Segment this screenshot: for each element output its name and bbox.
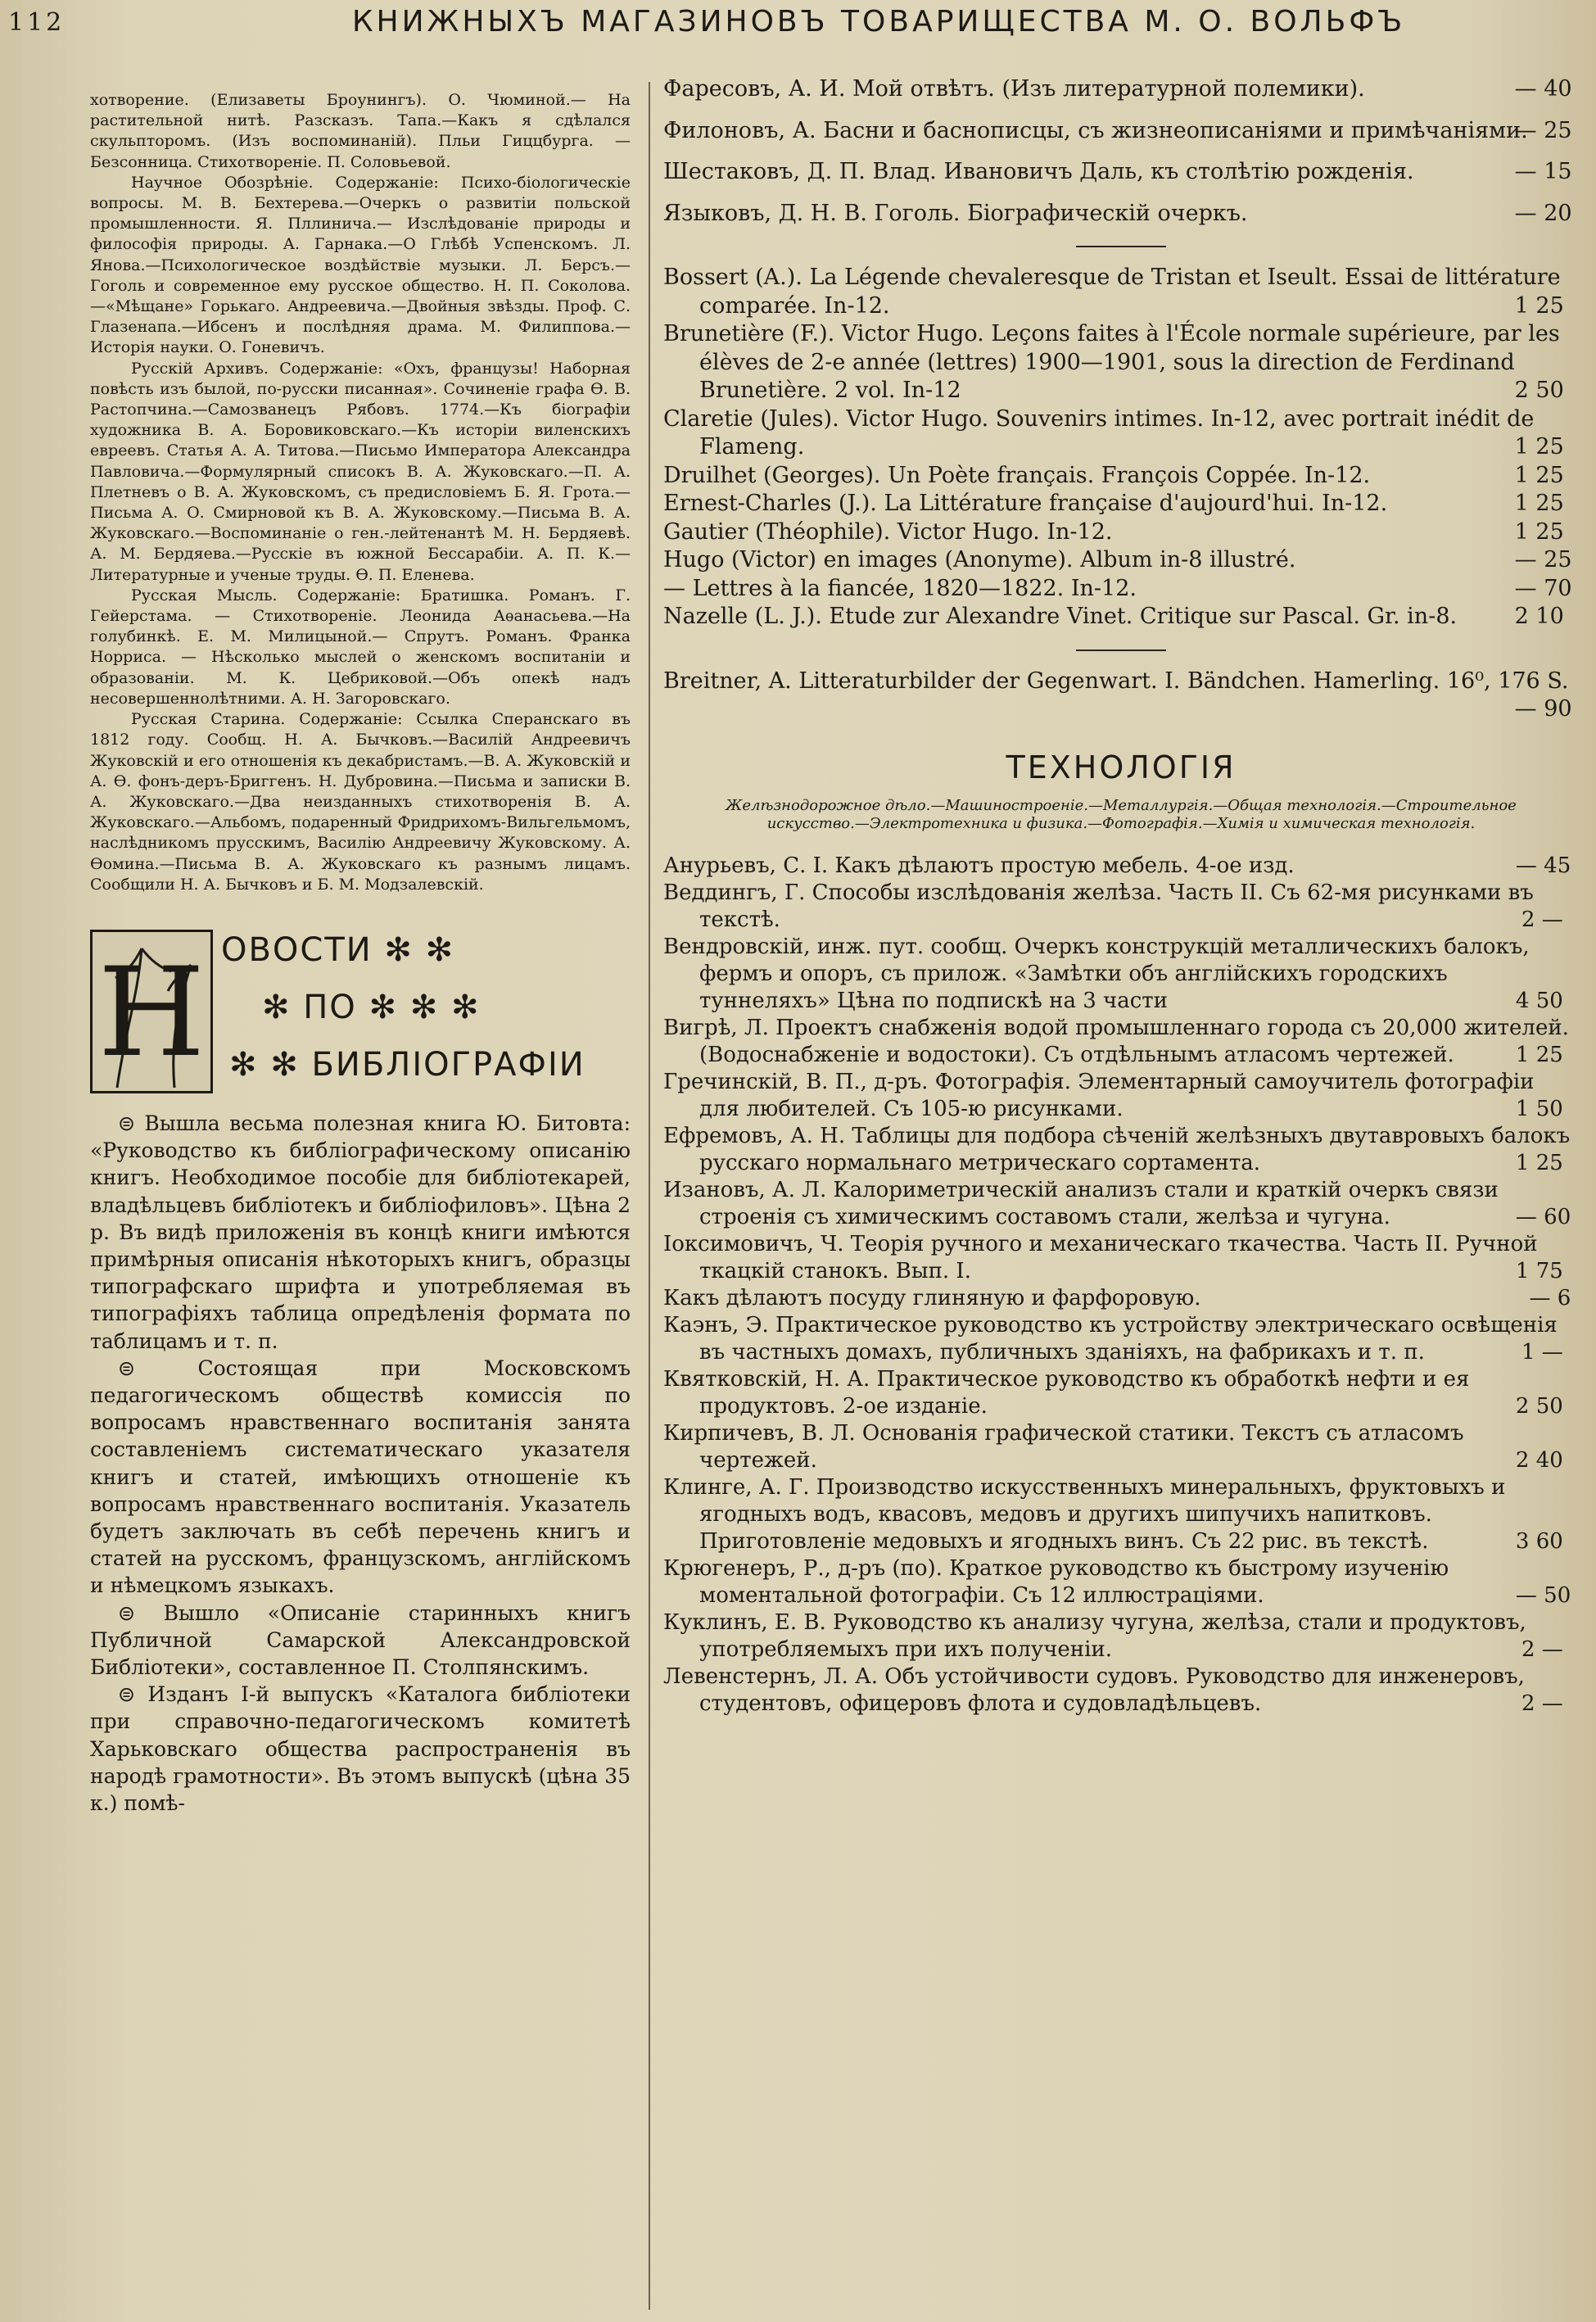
price: 1 75 xyxy=(1515,1259,1563,1283)
catalog-entry: Клинге, А. Г. Производство искусственныхъ минеральныхъ, фруктовыхъ и ягодныхъ водъ, квасовъ, медовъ и другихъ шипучихъ напитковъ. Приготовленіе медовыхъ и ягодныхъ винъ. Съ 22 рис. въ текстѣ. 3 60 xyxy=(663,1474,1579,1555)
bibliography-news xyxy=(90,1110,631,1817)
catalog-entry: Breitner, A. Litteraturbilder der Gegenwart. I. Bändchen. Hamerling. 16⁰, 176 S. — 90 xyxy=(663,668,1579,696)
price: 2 — xyxy=(1521,1637,1563,1662)
price: 1 25 xyxy=(1514,491,1564,516)
catalog-entry: Какъ дѣлаютъ посуду глиняную и фарфоровую. — 6 xyxy=(663,1285,1579,1312)
price: 4 50 xyxy=(1515,989,1563,1013)
svg-text:Н: Н xyxy=(97,941,206,1084)
catalog-entry: Крюгенеръ, Р., д-ръ (по). Краткое руководство къ быстрому изученію моментальной фотографіи. Съ 12 иллюстраціями. — 50 xyxy=(663,1555,1579,1609)
page-number: 112 xyxy=(8,8,66,37)
catalog-entry: — Lettres à la fiancée, 1820—1822. In-12. — 70 xyxy=(663,575,1579,604)
running-title: КНИЖНЫХЪ МАГАЗИНОВЪ ТОВАРИЩЕСТВА М. О. ВОЛЬФЪ xyxy=(352,5,1406,38)
catalog-entry: Кирпичевъ, В. Л. Основанія графической статики. Текстъ съ атласомъ чертежей. 2 40 xyxy=(663,1420,1579,1474)
news-mark-icon: ⊜ xyxy=(118,1356,135,1380)
catalog-entry: Квятковскій, Н. А. Практическое руководство къ обработкѣ нефти и ея продуктовъ. 2-ое изданіе. 2 50 xyxy=(663,1366,1579,1420)
section-rule xyxy=(1076,246,1166,247)
price: 1 25 xyxy=(1515,1043,1563,1067)
price: 2 — xyxy=(1521,1691,1563,1716)
catalog-entry: Гречинскій, В. П., д-ръ. Фотографія. Элементарный самоучитель фотографіи для любителей. Съ 105-ю рисунками. 1 50 xyxy=(663,1069,1579,1123)
catalog-entry: Gautier (Théophile). Victor Hugo. In-12. 1 25 xyxy=(663,518,1579,547)
journal-review: Русская Старина. Содержаніе: Ссылка Сперанскаго въ 1812 году. Сообщ. Н. А. Бычковъ.—Василій Андреевичъ Жуковскій и его отношенія къ декабристамъ.—В. А. Жуковскій и А. Ѳ. фонъ-деръ-Бриггенъ. Н. Дубровина.—Письма и записки В. А. Жуковскаго.—Два неизданныхъ стихотворенія В. А. Жуковскаго.—Альбомъ, подаренный Фридрихомъ-Вильгельмомъ, наслѣдникомъ прусскимъ, Василію Андреевичу Жуковскому. А. Ѳомина.—Письма В. А. Жуковскаго къ разнымъ лицамъ. Сообщили Н. А. Бычковъ и Б. М. Модзалевскій. xyxy=(90,710,631,894)
catalog-entry: Языковъ, Д. Н. В. Гоголь. Біографическій очеркъ. — 20 xyxy=(663,200,1579,229)
news-item: ⊜ Изданъ I-й выпускъ «Каталога библіотеки при справочно-педагогическомъ комитетѣ Харьковскаго общества распространенія въ народѣ грамотности». Въ этомъ выпускѣ (цѣна 35 к.) помѣ- xyxy=(90,1682,631,1815)
catalog-entry: Веддингъ, Г. Способы изслѣдованія желѣза. Часть II. Съ 62-мя рисунками въ текстѣ. 2 — xyxy=(663,880,1579,934)
technology-list xyxy=(663,853,1579,1718)
price: — 15 xyxy=(1514,159,1572,184)
price: — 40 xyxy=(1514,76,1572,102)
section-heading: ТЕХНОЛОГІЯ xyxy=(1006,749,1237,785)
price: — 90 xyxy=(1514,696,1572,722)
price: — 70 xyxy=(1514,575,1572,601)
german-literature-list xyxy=(663,668,1579,722)
catalog-entry: Druilhet (Georges). Un Poète français. François Coppée. In-12. 1 25 xyxy=(663,462,1579,491)
journal-contents xyxy=(90,90,631,895)
journal-review: Научное Обозрѣніе. Содержаніе: Психо-біологическіе вопросы. М. В. Бехтерева.—Очеркъ о развитіи польской промышленности. Я. Пллинича.— Изслѣдованіе природы и философія природы. А. Гарнака.—О Глѣбѣ Успенскомъ. Л. Янова.—Психологическое воздѣйствіе музыки. Л. Берсъ.—Гоголь и современное ему русское общество. Н. П. Соколова.—«Мѣщане» Горькаго. Андреевича.—Двойныя звѣзды. Проф. С. Глазенапа.—Ибсенъ и послѣдняя драма. М. Филиппова.—Исторія науки. О. Гоневичъ. xyxy=(90,173,631,357)
catalog-entry: Brunetière (F.). Victor Hugo. Leçons faites à l'École normale supérieure, par les élèves de 2-e année (lettres) 1900—1901, sous la direction de Ferdinand Brunetière. 2 vol. In-12 2 50 xyxy=(663,320,1579,405)
price: 1 25 xyxy=(1514,518,1564,545)
catalog-entry: Каэнъ, Э. Практическое руководство къ устройству электрическаго освѣщенія въ частныхъ домахъ, публичныхъ зданіяхъ, на фабрикахъ и т. п. 1 — xyxy=(663,1312,1579,1366)
catalog-entry: Nazelle (L. J.). Etude zur Alexandre Vinet. Critique sur Pascal. Gr. in-8. 2 10 xyxy=(663,603,1579,631)
price: 2 50 xyxy=(1514,378,1564,403)
journal-review: хотворение. (Елизаветы Броунингъ). О. Чюминой.— На растительной нитѣ. Разсказъ. Тапа.—Какъ я сдѣлался скульпторомъ. (Изъ воспоминаній). Пльи Гиццбурга. — Безсонница. Стихотвореніе. П. Соловьевой. xyxy=(90,91,631,171)
price: — 20 xyxy=(1514,200,1572,226)
catalog-entry: Куклинъ, Е. В. Руководство къ анализу чугуна, желѣза, стали и продуктовъ, употребляемыхъ при ихъ полученіи. 2 — xyxy=(663,1609,1579,1663)
catalog-entry: Шестаковъ, Д. П. Влад. Ивановичъ Даль, къ столѣтію рожденія. — 15 xyxy=(663,158,1579,187)
page-header xyxy=(0,0,1596,46)
price: — 25 xyxy=(1514,547,1572,573)
price: 1 25 xyxy=(1514,434,1564,459)
price: 1 25 xyxy=(1514,462,1564,488)
catalog-entry: Іоксимовичъ, Ч. Теорія ручного и механическаго ткачества. Часть II. Ручной ткацкій станокъ. Вып. I. 1 75 xyxy=(663,1231,1579,1285)
news-banner xyxy=(90,928,631,1100)
banner-line-1: ОВОСТИ ✻ ✻ xyxy=(221,930,455,969)
banner-line-2: ✻ ПО ✻ ✻ ✻ xyxy=(262,988,481,1026)
price: 3 60 xyxy=(1515,1529,1563,1554)
price: 1 50 xyxy=(1515,1097,1563,1121)
price: — 25 xyxy=(1514,117,1572,143)
price: 2 50 xyxy=(1515,1394,1563,1419)
price: 2 — xyxy=(1521,908,1563,932)
right-column xyxy=(663,75,1579,1718)
catalog-entry: Ernest-Charles (J.). La Littérature française d'aujourd'hui. In-12. 1 25 xyxy=(663,490,1579,518)
price: — 6 xyxy=(1529,1286,1571,1310)
wheat-ornament-icon xyxy=(90,930,213,1093)
catalog-entry: Филоновъ, А. Басни и баснописцы, съ жизнеописаніями и примѣчаніями. — 25 xyxy=(663,117,1579,146)
news-item: ⊜ Состоящая при Московскомъ педагогическомъ обществѣ комиссія по вопросамъ нравственнаго воспитанія занята составленіемъ систематическаго указателя книгъ и статей, имѣющихъ отношеніе къ вопросамъ нравственнаго воспитанія. Указатель будетъ заключать въ себѣ перечень книгъ и статей на русскомъ, французскомъ, англійскомъ и нѣмецкомъ языкахъ. xyxy=(90,1356,631,1598)
catalog-entry: Изановъ, А. Л. Калориметрическій анализъ стали и краткій очеркъ связи строенія съ химическимъ составомъ стали, желѣза и чугуна. — 60 xyxy=(663,1177,1579,1231)
catalog-entry: Вендровскій, инж. пут. сообщ. Очеркъ конструкцій металлическихъ балокъ, фермъ и опоръ, съ прилож. «Замѣтки объ англійскихъ городскихъ туннеляхъ» Цѣна по подпискѣ на 3 части 4 50 xyxy=(663,934,1579,1015)
news-mark-icon: ⊜ xyxy=(118,1111,135,1135)
news-mark-icon: ⊜ xyxy=(118,1682,135,1707)
price: — 50 xyxy=(1515,1583,1571,1608)
price: 1 25 xyxy=(1515,1151,1563,1175)
price: — 60 xyxy=(1515,1205,1571,1229)
journal-review: Русскій Архивъ. Содержаніе: «Охъ, французы! Наборная повѣсть изъ былой, по-русски писанная». Сочиненіе графа Ѳ. В. Растопчина.—Самозванецъ Рябовъ. 1774.—Къ біографіи художника В. А. Боровиковскаго.—Къ исторіи виленскихъ евреевъ. Статья А. А. Титова.—Письмо Императора Александра Павловича.—Формулярный списокъ В. А. Жуковскаго.—П. А. Плетневъ о В. А. Жуковскомъ, съ предисловіемъ Б. Я. Грота.—Письма А. О. Смирновой къ В. А. Жуковскому.—Письма В. А. Жуковскаго.—Воспоминаніе о ген.-лейтенантѣ М. Н. Бердяевѣ. А. М. Бердяева.—Русскіе въ южной Бессарабіи. А. П. К.—Литературные и ученые труды. Ѳ. П. Еленева. xyxy=(90,359,631,584)
news-item: ⊜ Вышло «Описаніе старинныхъ книгъ Публичной Самарской Александровской Библіотеки», составленное П. Столпянскимъ. xyxy=(90,1600,631,1679)
section-rule xyxy=(1076,650,1166,651)
catalog-entry: Bossert (A.). La Légende chevaleresque de Tristan et Iseult. Essai de littérature comparée. In-12. 1 25 xyxy=(663,264,1579,320)
catalog-entry: Фаресовъ, А. И. Мой отвѣтъ. (Изъ литературной полемики). — 40 xyxy=(663,75,1579,104)
catalog-entry: Вигрѣ, Л. Проектъ снабженія водой промышленнаго города съ 20,000 жителей. (Водоснабженіе и водостоки). Съ отдѣльнымъ атласомъ чертежей. 1 25 xyxy=(663,1015,1579,1069)
news-item: ⊜ Вышла весьма полезная книга Ю. Битовта: «Руководство къ библіографическому описанію книгъ. Необходимое пособіе для библіотекарей, владѣльцевъ библіотекъ и библіофиловъ». Цѣна 2 р. Въ видѣ приложенія въ концѣ книги имѣются примѣрныя описанія нѣкоторыхъ книгъ, образцы типографскаго шрифта и употребляемая въ типографіяхъ таблица опредѣленія формата по таблицамъ и т. п. xyxy=(90,1111,631,1353)
price: 2 40 xyxy=(1515,1448,1563,1473)
left-column xyxy=(90,90,631,1817)
section-subheading: Желѣзнодорожное дѣло.—Машиностроеніе.—Металлургія.—Общая технологія.—Строительное искусство.—Электротехника и физика.—Фотографія.—Химія и химическая технологія. xyxy=(726,797,1517,832)
price: 2 10 xyxy=(1514,604,1564,629)
journal-review: Русская Мысль. Содержаніе: Братишка. Романъ. Г. Гейерстама. — Стихотвореніе. Леонида Аѳанасьева.—На голубинкѣ. Е. М. Милицыной.— Спрутъ. Романъ. Франка Норриса. — Нѣсколько мыслей о женскомъ воспитаніи и образованіи. М. К. Цебриковой.—Объ опекѣ надъ несовершеннолѣтними. А. Н. Загоровскаго. xyxy=(90,586,631,708)
price: — 45 xyxy=(1515,853,1571,878)
catalog-entry: Левенстернъ, Л. А. Объ устойчивости судовъ. Руководство для инженеровъ, студентовъ, офицеровъ флота и судовладѣльцевъ. 2 — xyxy=(663,1663,1579,1718)
catalog-entry: Ефремовъ, А. Н. Таблицы для подбора сѣченій желѣзныхъ двутавровыхъ балокъ русскаго нормальнаго метрическаго сортамента. 1 25 xyxy=(663,1123,1579,1177)
news-mark-icon: ⊜ xyxy=(118,1600,135,1625)
price: 1 25 xyxy=(1514,292,1564,319)
french-literature-list xyxy=(663,264,1579,631)
russian-literature-list xyxy=(663,75,1579,228)
banner-line-3: ✻ ✻ БИБЛІОГРАФІИ xyxy=(229,1045,586,1084)
catalog-entry: Анурьевъ, С. І. Какъ дѣлаютъ простую мебель. 4-ое изд. — 45 xyxy=(663,853,1579,880)
catalog-entry: Hugo (Victor) en images (Anonyme). Album in-8 illustré. — 25 xyxy=(663,546,1579,575)
price: 1 — xyxy=(1521,1340,1563,1365)
catalog-entry: Claretie (Jules). Victor Hugo. Souvenirs intimes. In-12, avec portrait inédit de Flameng. 1 25 xyxy=(663,405,1579,462)
column-divider xyxy=(649,82,650,2310)
